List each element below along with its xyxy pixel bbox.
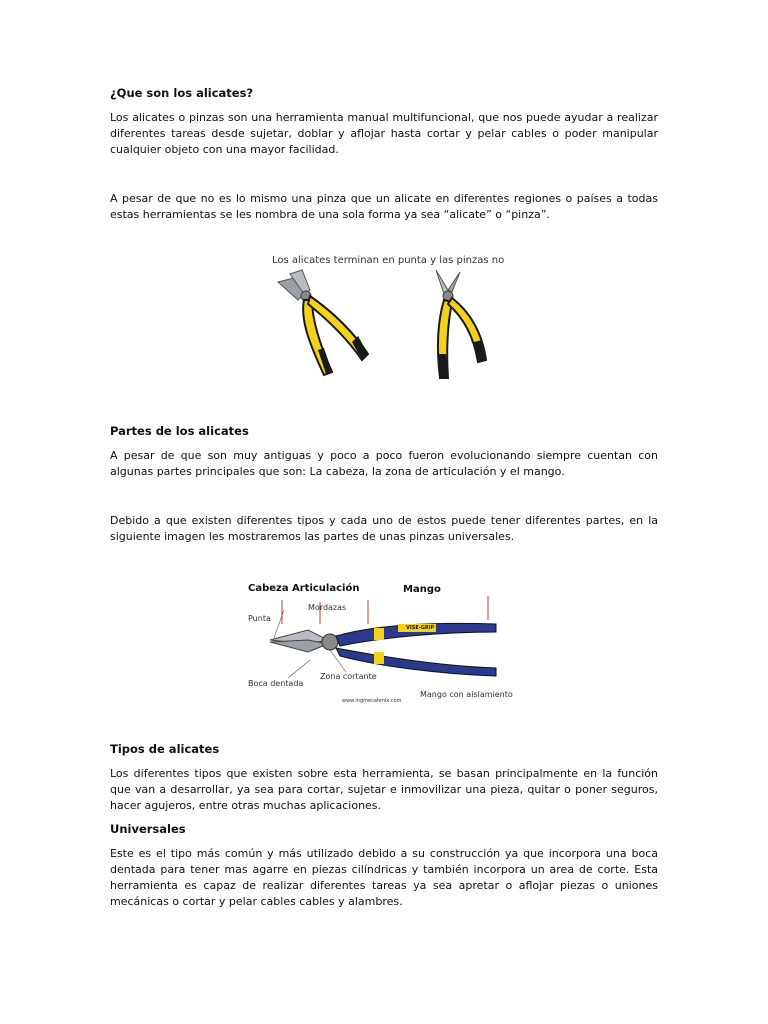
label-articulacion: Articulación [292, 583, 360, 594]
paragraph-definition: Los alicates o pinzas son una herramienta manual multifuncional, que nos puede ayudar a realizar diferentes tareas desde sujetar, doblar y aflojar hasta cortar y pelar cables o poder manipular cualquier objeto con una mayor facilidad. [110, 111, 658, 156]
figure-partes-pinza [248, 580, 520, 710]
paragraph-partes: A pesar de que son muy antiguas y poco a poco fueron evolucionando siempre cuentan con algunas partes principales que son: La cabeza, la zona de articulación y el mango. [110, 449, 658, 478]
label-zona-cortante: Zona cortante [320, 672, 377, 681]
pliers-pair-illustration [260, 250, 520, 390]
label-cabeza: Cabeza [248, 583, 289, 594]
paragraph-regions: A pesar de que no es lo mismo una pinza que un alicate en diferentes regiones o países a todas estas herramientas se les nombra de una sola forma ya sea “alicate” o “pinza”. [110, 192, 658, 221]
heading-universales: Universales [110, 822, 186, 836]
alicate-icon [278, 270, 368, 375]
heading-partes: Partes de los alicates [110, 424, 249, 438]
heading-tipos: Tipos de alicates [110, 742, 220, 756]
figure-alicate-vs-pinza [260, 250, 520, 390]
pinza-icon [436, 270, 486, 378]
figure1-caption: Los alicates terminan en punta y las pinzas no [272, 255, 505, 266]
heading-que-son: ¿Que son los alicates? [110, 86, 254, 100]
paragraph-imagen-partes: Debido a que existen diferentes tipos y cada uno de estos puede tener diferentes partes, en la siguiente imagen les mostraremos las partes de unas pinzas universales. [110, 514, 658, 543]
label-punta: Punta [248, 614, 271, 623]
label-mordazas: Mordazas [308, 603, 347, 612]
figure2-url: www.ingmecafenix.com [342, 698, 402, 704]
label-mango-aislamiento: Mango con aislamiento [420, 690, 513, 699]
paragraph-universales: Este es el tipo más común y más utilizado debido a su construcción ya que incorpora una boca dentada para tener mas agarre en piezas cilíndricas y también incorpora un area de corte. Esta herramienta es capaz de realizar diferentes tareas ya sea apretar o aflojar piezas o uniones mecánicas o cortar y pelar cables cables y alambres. [110, 847, 658, 908]
paragraph-tipos: Los diferentes tipos que existen sobre esta herramienta, se basan principalmente en la función que van a desarrollar, ya sea para cortar, sujetar e inmovilizar una pieza, quitar o poner seguros, hacer agujeros, entre otras muchas aplicaciones. [110, 767, 658, 812]
label-boca-dentada: Boca dentada [248, 679, 304, 688]
label-mango: Mango [403, 584, 441, 595]
brand-label: VISE-GRIP [406, 625, 435, 631]
